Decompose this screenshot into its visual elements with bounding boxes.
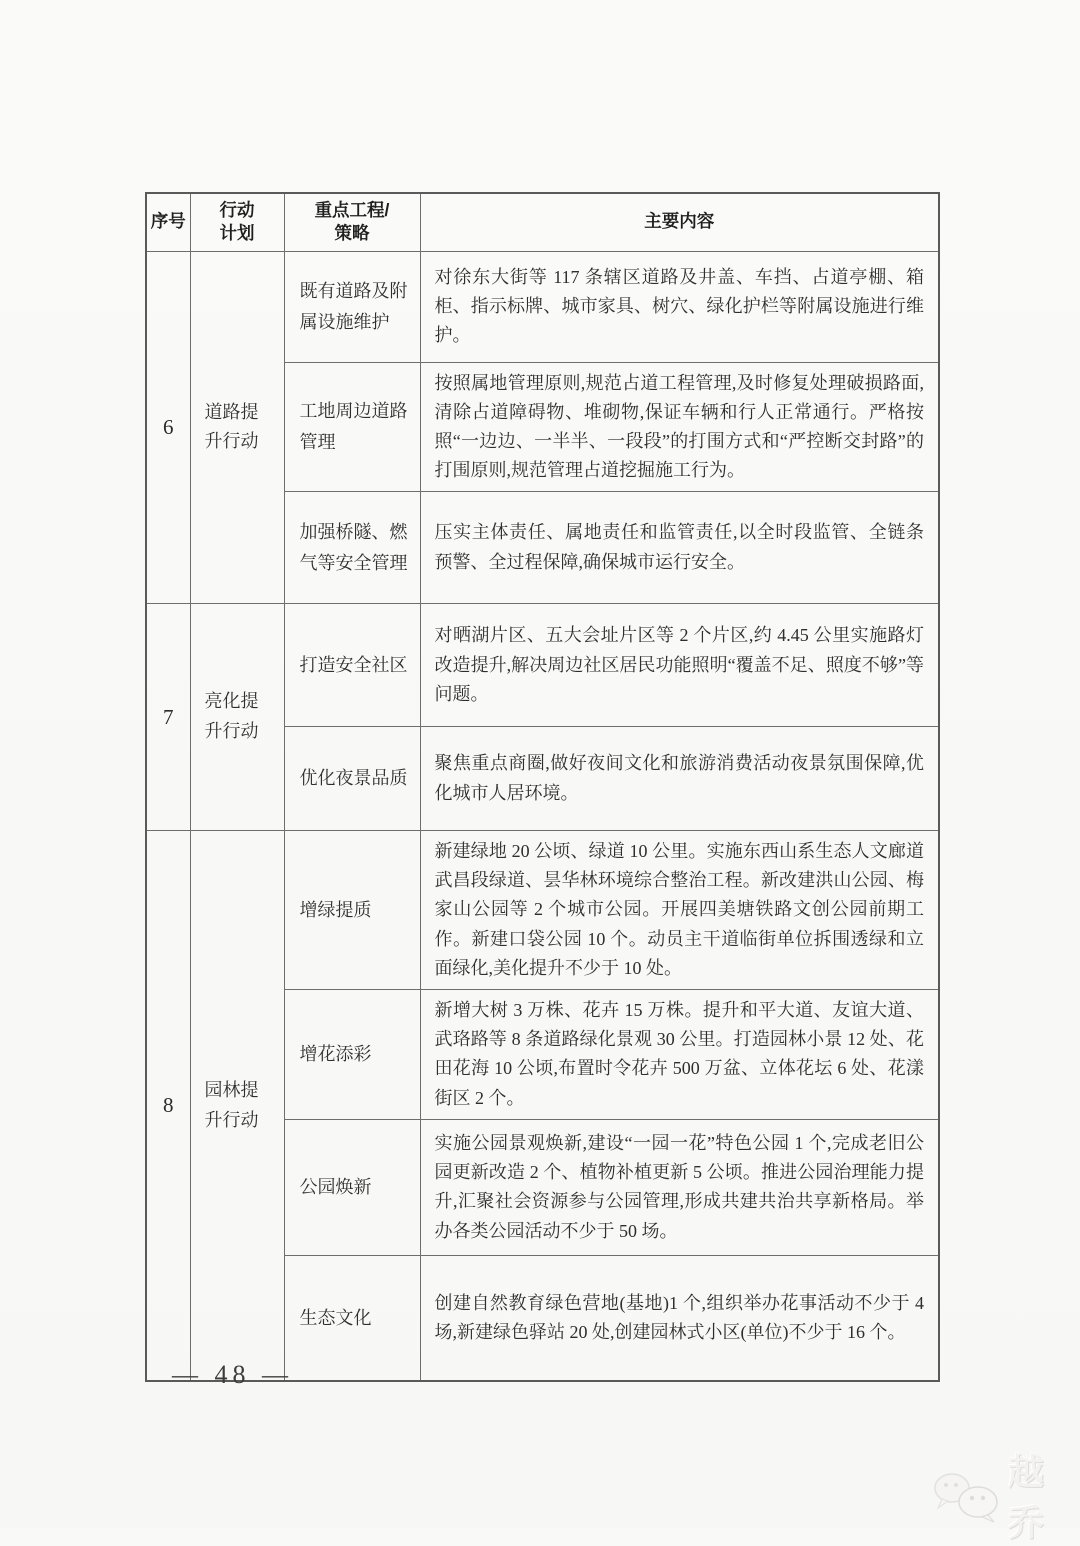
content-cell: 聚焦重点商圈,做好夜间文化和旅游消费活动夜景氛围保障,优化城市人居环境。 [420,727,939,831]
content-cell: 新增大树 3 万株、花卉 15 万株。提升和平大道、友谊大道、武珞路等 8 条道路绿化景观 30 公里。打造园林小景 12 处、花田花海 10 公顷,布置时令花卉 500 万盆、立体花坛 6 处、花漾街区 2 个。 [420,989,939,1119]
content-cell: 新建绿地 20 公顷、绿道 10 公里。实施东西山系生态人文廊道武昌段绿道、昙华林环境综合整治工程。新改建洪山公园、梅家山公园等 2 个城市公园。开展四美塘铁路文创公园前期工作。新建口袋公园 10 个。动员主干道临街单位拆围透绿和立面绿化,美化提升不少于 10 处。 [420,831,939,990]
project-cell: 工地周边道路管理 [284,362,420,492]
wechat-icon [930,1466,1004,1524]
header-line: 重点工程/ [314,199,390,220]
table-header-row [146,193,939,251]
col-header-action-plan [190,193,284,251]
project-cell: 增花添彩 [284,989,420,1119]
page-number: — 48 — [172,1360,293,1389]
project-cell: 生态文化 [284,1255,420,1381]
table-row [146,831,939,990]
project-cell: 加强桥隧、燃气等安全管理 [284,492,420,604]
group-plan: 园林提升行动 [190,831,284,1382]
content-cell: 创建自然教育绿色营地(基地)1 个,组织举办花事活动不少于 4 场,新建绿色驿站 20 处,创建园林式小区(单位)不少于 16 个。 [420,1255,939,1381]
content-cell: 对晒湖片区、五大会址片区等 2 个片区,约 4.45 公里实施路灯改造提升,解决周边社区居民功能照明“覆盖不足、照度不够”等问题。 [420,604,939,727]
content-cell: 压实主体责任、属地责任和监管责任,以全时段监管、全链条预警、全过程保障,确保城市运行安全。 [420,492,939,604]
table-row [146,604,939,727]
project-cell: 公园焕新 [284,1119,420,1255]
watermark-label: 越乔 [1008,1451,1047,1543]
watermark [930,1444,1080,1546]
action-plan-table [145,192,940,1382]
group-serial: 7 [146,604,190,831]
col-header-serial [146,193,190,251]
group-plan: 亮化提升行动 [190,604,284,831]
group-serial: 8 [146,831,190,1382]
header-line: 序号 [150,211,186,232]
header-line: 主要内容 [644,211,715,232]
content-cell: 对徐东大街等 117 条辖区道路及井盖、车挡、占道亭棚、箱柜、指示标牌、城市家具、树穴、绿化护栏等附属设施进行维护。 [420,251,939,362]
table-row [146,251,939,362]
project-cell: 既有道路及附属设施维护 [284,251,420,362]
content-cell: 按照属地管理原则,规范占道工程管理,及时修复处理破损路面,清除占道障碍物、堆砌物,保证车辆和行人正常通行。严格按照“一边边、一半半、一段段”的打围方式和“严控断交封路”的打围原则,规范管理占道挖掘施工行为。 [420,362,939,492]
group-serial: 6 [146,251,190,604]
header-line: 行动 [219,199,255,220]
project-cell: 优化夜景品质 [284,727,420,831]
col-header-main-content [420,193,939,251]
col-header-key-project [284,193,420,251]
project-cell: 增绿提质 [284,831,420,990]
project-cell: 打造安全社区 [284,604,420,727]
header-line: 计划 [219,223,255,244]
header-line: 策略 [334,223,370,244]
group-plan: 道路提升行动 [190,251,284,604]
content-cell: 实施公园景观焕新,建设“一园一花”特色公园 1 个,完成老旧公园更新改造 2 个、植物补植更新 5 公顷。推进公园治理能力提升,汇聚社会资源参与公园管理,形成共建共治共享新格局。举办各类公园活动不少于 50 场。 [420,1119,939,1255]
